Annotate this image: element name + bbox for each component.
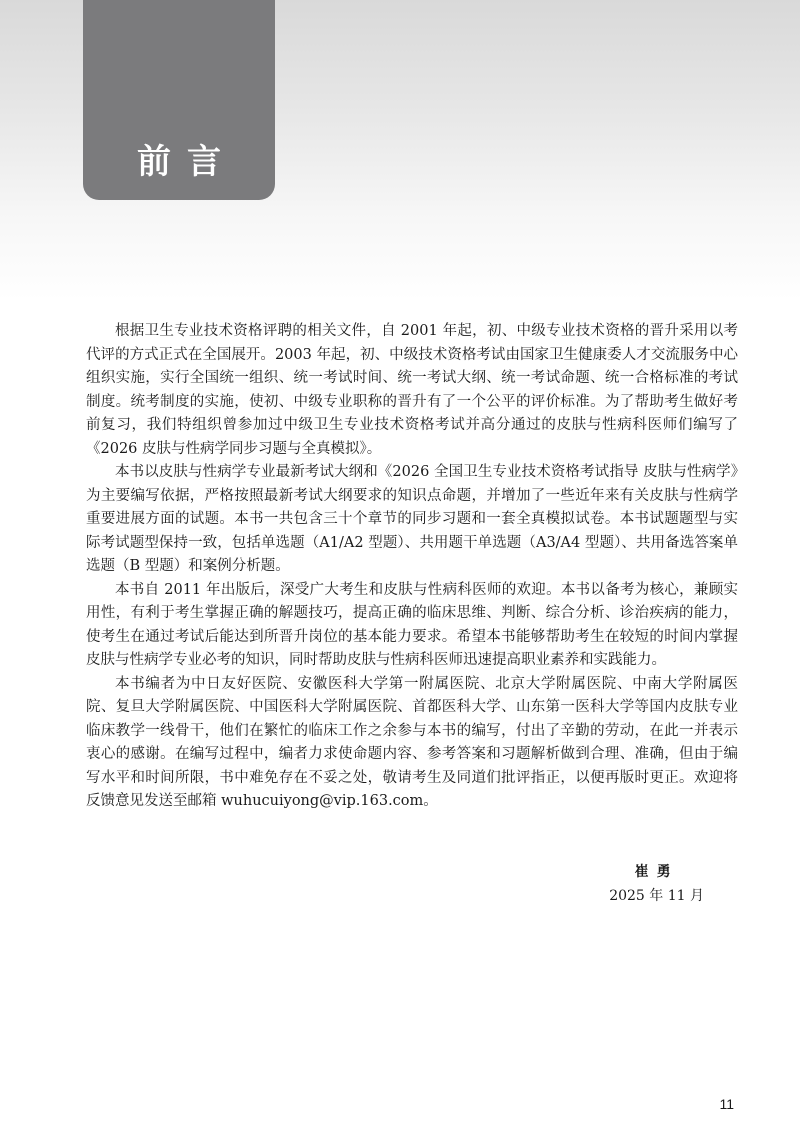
signature-date: 2025 年 11 月 (609, 888, 704, 904)
paragraph-4: 本书编者为中日友好医院、安徽医科大学第一附属医院、北京大学附属医院、中南大学附属医院、复旦大学附属医院、中国医科大学附属医院、首都医科大学、山东第一医科大学等国内皮肤专业临床教学一线骨干，他们在繁忙的临床工作之余参与本书的编写，付出了辛勤的劳动，在此一并表示衷心的感谢。在编写过程中，编者力求使命题内容、参考答案和习题解析做到合理、准确，但由于编写水平和时间所限，书中难免存在不妥之处，敬请考生及同道们批评指正，以便再版时更正。欢迎将反馈意见发送至邮箱 wuhucuiyong@vip.163.com。 (86, 675, 738, 809)
paragraph-2: 本书以皮肤与性病学专业最新考试大纲和《2026 全国卫生专业技术资格考试指导 皮肤与性病学》为主要编写依据，严格按照最新考试大纲要求的知识点命题，并增加了一些近年来有关皮肤与性病学重要进展方面的试题。本书一共包含三十个章节的同步习题和一套全真模拟试卷。本书试题题型与实际考试题型保持一致，包括单选题（A1/A2 型题）、共用题干单选题（A3/A4 型题）、共用备选答案单选题（B 型题）和案例分析题。 (86, 464, 738, 574)
heading-tab (83, 0, 275, 200)
page-title: 前言 (137, 142, 237, 182)
paragraph-3: 本书自 2011 年出版后，深受广大考生和皮肤与性病科医师的欢迎。本书以备考为核心，兼顾实用性，有利于考生掌握正确的解题技巧，提高正确的临床思维、判断、综合分析、诊治疾病的能力，使考生在通过考试后能达到所晋升岗位的基本能力要求。希望本书能够帮助考生在较短的时间内掌握皮肤与性病学专业必考的知识，同时帮助皮肤与性病科医师迅速提高职业素养和实践能力。 (86, 581, 738, 668)
page-number: 11 (719, 1096, 734, 1112)
paragraph-1: 根据卫生专业技术资格评聘的相关文件，自 2001 年起，初、中级专业技术资格的晋升采用以考代评的方式正式在全国展开。2003 年起，初、中级技术资格考试由国家卫生健康委人才交流服务中心组织实施，实行全国统一组织、统一考试时间、统一考试大纲、统一考试命题、统一合格标准的考试制度。统考制度的实施，使初、中级专业职称的晋升有了一个公平的评价标准。为了帮助考生做好考前复习，我们特组织曾参加过中级卫生专业技术资格考试并高分通过的皮肤与性病科医师们编写了《2026 皮肤与性病学同步习题与全真模拟》。 (86, 323, 738, 457)
signature-block (609, 860, 704, 908)
author-name: 崔勇 (634, 864, 679, 880)
preface-body (86, 320, 738, 814)
